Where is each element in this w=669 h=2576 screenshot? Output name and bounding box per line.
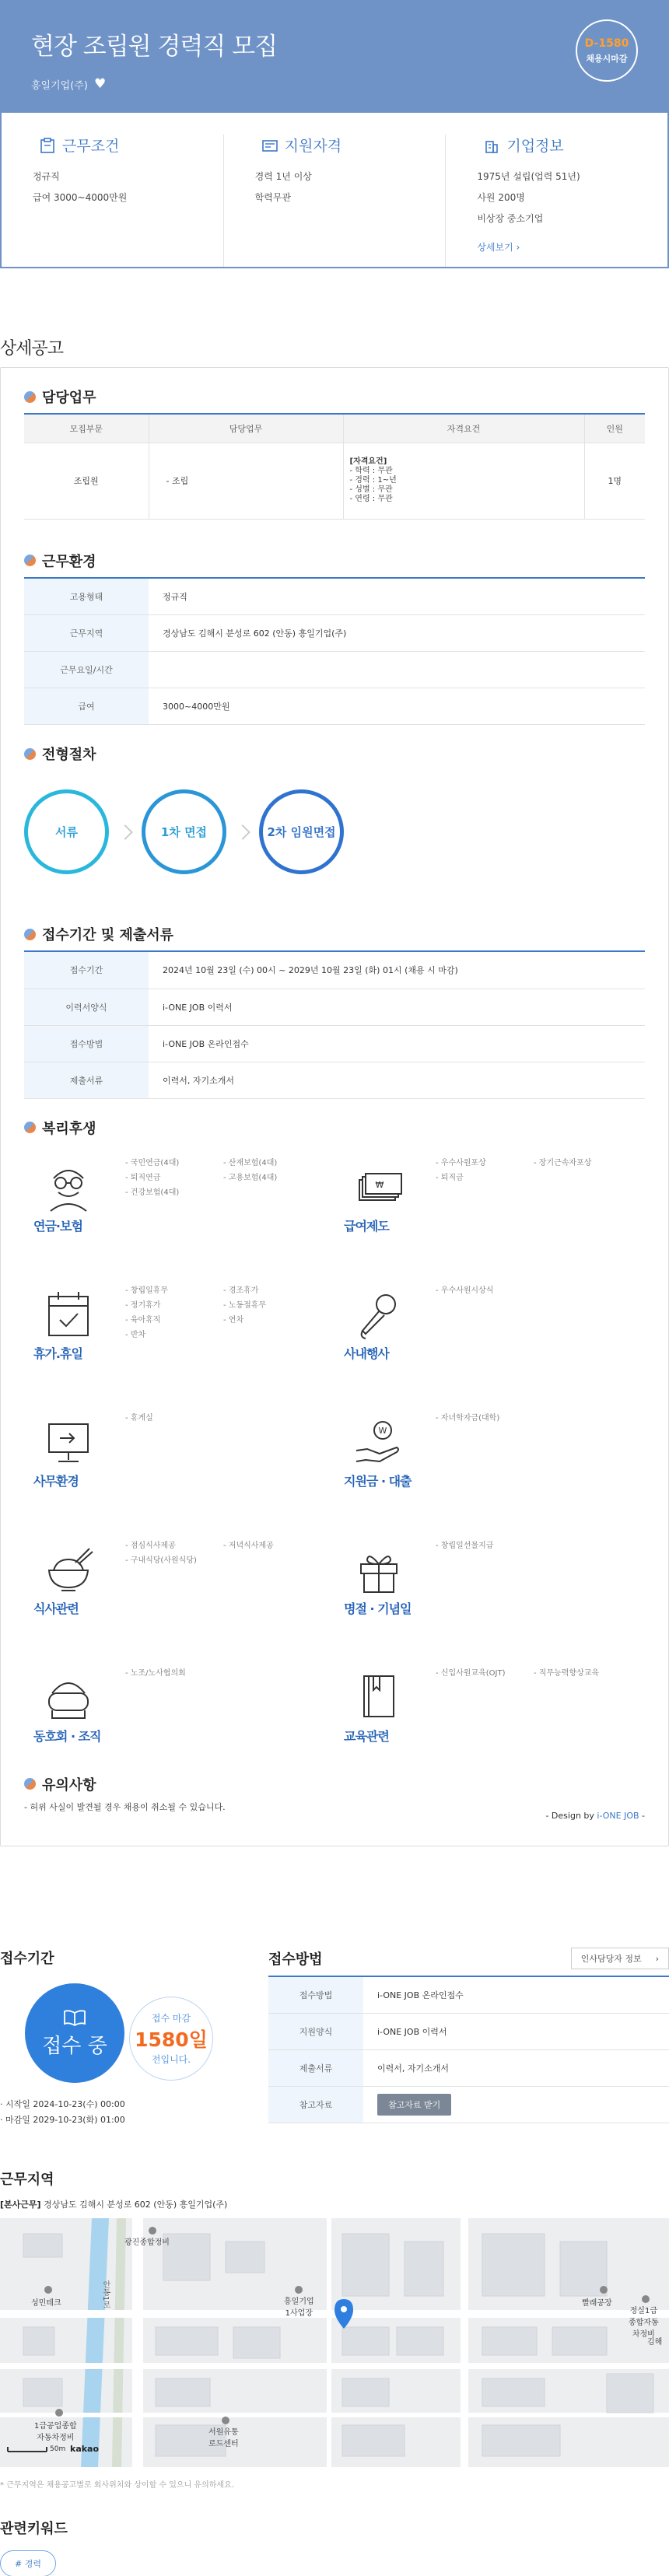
duty-heading — [24, 387, 645, 415]
application-heading-label: 접수기간 및 제출서류 — [42, 927, 174, 943]
map-label: 광진종합정비 — [124, 2238, 170, 2247]
section-bullet-icon — [24, 391, 36, 403]
method-panel — [268, 1948, 669, 2128]
keywords-section — [0, 2518, 669, 2576]
method-label: 지원양식 — [268, 2013, 363, 2049]
apply-section — [0, 1948, 669, 2128]
map-scale: 50m — [50, 2445, 66, 2453]
welfare-list — [125, 1411, 321, 1426]
section-bullet-icon — [24, 555, 36, 566]
book-icon — [352, 1670, 406, 1724]
table-row — [268, 2049, 669, 2086]
welfare-label: 급여제도 — [344, 1218, 389, 1234]
app-label: 제출서류 — [24, 1062, 149, 1098]
welfare-item — [24, 1662, 334, 1790]
table-row — [24, 652, 645, 688]
env-label: 급여 — [24, 688, 149, 725]
section-bullet-icon — [24, 929, 36, 940]
table-row — [24, 443, 645, 519]
map-canvas — [0, 2218, 669, 2467]
section-bullet-icon — [24, 1122, 36, 1133]
app-value: i-ONE JOB 이력서 — [149, 989, 645, 1025]
location-address — [0, 2198, 669, 2210]
start-date: · 시작일 2024-10-23(수) 00:00 — [0, 2097, 268, 2112]
env-label: 고용형태 — [24, 579, 149, 615]
list-item: - 노조/노사협의회 — [125, 1666, 223, 1681]
list-item: - 정기휴가 — [125, 1298, 223, 1313]
welfare-label: 휴가.휴일 — [33, 1346, 82, 1361]
welfare-label: 연금·보험 — [33, 1218, 82, 1234]
welfare-label: 사무환경 — [33, 1473, 79, 1489]
method-title: 접수방법 — [268, 1951, 323, 1968]
application-table — [24, 952, 645, 1099]
list-item: - 경조휴가 — [223, 1283, 321, 1298]
detail-panel — [0, 367, 669, 1846]
location-section — [0, 2168, 669, 2490]
app-value: 이력서, 자기소개서 — [149, 1062, 645, 1098]
summary-conditions-label: 근무조건 — [62, 138, 120, 155]
list-item: - 고용보험(4대) — [223, 1171, 321, 1185]
map-label: 빨래공장 — [582, 2299, 612, 2308]
table-row — [24, 579, 645, 615]
method-value: i-ONE JOB 이력서 — [363, 2013, 669, 2049]
process-step: 2차 임원면접 — [259, 789, 344, 874]
table-row — [268, 2013, 669, 2049]
list-item: - 건강보험(4대) — [125, 1185, 223, 1200]
method-label: 참고자료 — [268, 2086, 363, 2123]
list-item: - 육아휴직 — [125, 1313, 223, 1328]
deadline-suffix: 전입니다. — [151, 2054, 191, 2065]
period-panel — [0, 1948, 268, 2128]
summary-conditions-title — [39, 135, 200, 156]
welfare-heading — [24, 1118, 645, 1144]
process-step: 1차 면접 — [142, 789, 226, 874]
list-item: - 점심식사제공 — [125, 1538, 223, 1553]
list-item: - 연차 — [223, 1313, 321, 1328]
summary-qualifications-label: 지원자격 — [284, 138, 342, 155]
status-text: 접수 중 — [42, 2034, 107, 2058]
list-item: - 퇴직금 — [436, 1171, 534, 1185]
welfare-label: 식사관련 — [33, 1601, 79, 1616]
chevron-right-icon — [235, 824, 250, 840]
welfare-label: 지원금 · 대출 — [344, 1473, 412, 1489]
process-steps — [24, 789, 645, 874]
table-row — [24, 615, 645, 652]
map-label: 정실1급 종합자동 차정비 — [629, 2307, 659, 2339]
method-value: 이력서, 자기소개서 — [363, 2049, 669, 2086]
env-value: 경상남도 김해시 분성로 602 (안동) 흥일기업(주) — [149, 615, 645, 652]
welfare-item — [24, 1407, 334, 1535]
list-item: - 휴게실 — [125, 1411, 223, 1426]
summary-employees: 사원 200명 — [477, 192, 525, 203]
summary-conditions — [2, 135, 223, 267]
requirement-item: - 학력 : 무관 — [349, 467, 393, 475]
status-badge — [25, 1983, 124, 2083]
welfare-list — [436, 1156, 632, 1185]
app-label: 이력서양식 — [24, 989, 149, 1025]
company-name[interactable]: 흥일기업(주) — [31, 80, 88, 92]
deadline-label: 접수 마감 — [151, 2013, 191, 2024]
dday-badge — [576, 19, 638, 82]
welfare-item — [24, 1279, 334, 1407]
calendar-check-icon — [41, 1287, 96, 1342]
caution-heading-label: 유의사항 — [42, 1776, 96, 1794]
detail-section-title: 상세공고 — [0, 339, 64, 359]
map-label: 성민테크 — [31, 2299, 61, 2308]
summary-founded: 1975년 설립(업력 51년) — [477, 171, 580, 182]
duty-header-division: 모집부문 — [24, 415, 149, 443]
welfare-item — [334, 1152, 645, 1279]
list-item: - 창립일선물지급 — [436, 1538, 534, 1553]
address-text: 경상남도 김해시 분성로 602 (안동) 흥일기업(주) — [44, 2200, 228, 2210]
welfare-item — [334, 1407, 645, 1535]
credit-prefix: - Design by — [545, 1811, 597, 1821]
method-table — [268, 1976, 669, 2123]
duty-heading-label: 담당업무 — [42, 390, 96, 406]
location-note: * 근무지역은 채용공고별로 회사위치와 상이할 수 있으니 유의하세요. — [0, 2481, 234, 2490]
welfare-grid — [24, 1152, 645, 1790]
company-detail-link[interactable]: 상세보기 › — [477, 242, 520, 253]
env-value: 3000~4000만원 — [149, 688, 645, 725]
ski-goggles-icon — [41, 1670, 96, 1724]
chevron-right-icon: › — [655, 1953, 659, 1964]
clipboard-icon — [39, 137, 56, 154]
download-reference-button[interactable]: 참고자료 받기 — [377, 2094, 451, 2116]
duty-header-task: 담당업무 — [149, 415, 343, 443]
method-value: i-ONE JOB 온라인접수 — [363, 1976, 669, 2013]
money-bills-icon — [352, 1160, 406, 1214]
credit-suffix: - — [639, 1811, 645, 1821]
table-row — [24, 688, 645, 725]
welfare-list — [125, 1283, 321, 1342]
env-label: 근무지역 — [24, 615, 149, 652]
glasses-person-icon — [41, 1160, 96, 1214]
duty-table — [24, 415, 645, 520]
process-step: 서류 — [24, 789, 109, 874]
gift-icon — [352, 1542, 406, 1597]
svg-text:W: W — [378, 1425, 387, 1436]
welfare-heading-label: 복리후생 — [42, 1120, 96, 1137]
job-title: 현장 조립원 경력직 모집 — [31, 33, 278, 61]
hr-contact-button[interactable] — [571, 1948, 669, 1969]
list-item: - 퇴직연금 — [125, 1171, 223, 1185]
list-item: - 반차 — [125, 1328, 223, 1342]
requirements-title: [자격요건] — [349, 457, 387, 466]
company-detail-link-label: 상세보기 — [477, 242, 513, 253]
welfare-label: 동호회 · 조직 — [33, 1728, 101, 1744]
id-card-icon — [261, 137, 278, 154]
summary-qualifications — [223, 135, 446, 267]
requirement-item: - 성별 : 무관 — [349, 485, 393, 494]
list-item: - 자녀학자금(대학) — [436, 1411, 534, 1426]
requirement-item: - 연령 : 무관 — [349, 495, 393, 503]
list-item: - 직무능력향상교육 — [534, 1666, 632, 1681]
welfare-label: 명절 · 기념일 — [344, 1601, 412, 1616]
credit-brand: i-ONE JOB — [597, 1811, 639, 1821]
welfare-item — [334, 1662, 645, 1790]
summary-company-title — [483, 135, 644, 156]
keywords-title: 관련키워드 — [0, 2521, 68, 2537]
duty-count: 1명 — [584, 443, 645, 519]
hand-coin-icon — [352, 1415, 406, 1469]
chevron-right-icon — [117, 824, 133, 840]
rice-bowl-icon — [41, 1542, 96, 1597]
app-label: 접수방법 — [24, 1025, 149, 1062]
duty-division: 조립원 — [24, 443, 149, 519]
summary-salary: 급여 3000~4000만원 — [33, 192, 128, 203]
hr-contact-label: 인사담당자 정보 — [580, 1954, 642, 1964]
section-bullet-icon — [24, 748, 36, 760]
summary-company-type: 비상장 중소기업 — [477, 213, 544, 224]
app-value: 2024년 10월 23일 (수) 00시 ~ 2029년 10월 23일 (화) 01시 (채용 시 마감) — [149, 952, 645, 989]
job-summary — [0, 113, 669, 268]
location-title: 근무지역 — [0, 2172, 54, 2188]
map-label: 서원유통 로드센터 — [208, 2428, 239, 2448]
map-brand-logo: kakao — [70, 2444, 100, 2454]
map[interactable] — [0, 2218, 669, 2467]
duty-requirements — [343, 443, 584, 519]
welfare-item — [334, 1279, 645, 1407]
map-label: 1급공업종합 자동차정비 — [34, 2422, 77, 2442]
method-value — [363, 2086, 669, 2123]
welfare-list — [436, 1411, 632, 1426]
welfare-list — [436, 1538, 632, 1553]
method-header — [268, 1948, 669, 1976]
env-value — [149, 652, 645, 688]
table-row — [24, 1025, 645, 1062]
welfare-item — [334, 1535, 645, 1662]
welfare-list — [125, 1156, 321, 1200]
heart-icon[interactable]: ♥ — [93, 76, 107, 92]
welfare-list — [436, 1666, 632, 1681]
list-item: - 저녁식사제공 — [223, 1538, 321, 1553]
welfare-list — [125, 1538, 321, 1568]
table-row — [268, 1976, 669, 2013]
period-title: 접수기간 — [0, 1951, 54, 1967]
duty-task: - 조립 — [149, 443, 343, 519]
summary-education: 학력무관 — [254, 192, 292, 203]
app-value: i-ONE JOB 온라인접수 — [149, 1025, 645, 1062]
welfare-label: 교육관련 — [344, 1728, 389, 1744]
list-item: - 구내식당(사원식당) — [125, 1553, 223, 1568]
process-heading-label: 전형절차 — [42, 747, 96, 763]
list-item: - 우수사원포상 — [436, 1156, 534, 1171]
design-credit — [545, 1811, 645, 1821]
summary-employment-type: 정규직 — [33, 171, 60, 182]
list-item: - 창립일휴무 — [125, 1283, 223, 1298]
environment-heading-label: 근무환경 — [42, 553, 96, 570]
method-label: 제출서류 — [268, 2049, 363, 2086]
keyword-tag[interactable]: # 경력 — [0, 2550, 56, 2576]
welfare-item — [24, 1152, 334, 1279]
list-item: - 노동절휴무 — [223, 1298, 321, 1313]
welfare-list — [125, 1666, 321, 1681]
process-heading — [24, 744, 645, 770]
env-label: 근무요일/시간 — [24, 652, 149, 688]
table-row — [268, 2086, 669, 2123]
table-row — [24, 1062, 645, 1098]
svg-text:₩: ₩ — [375, 1179, 384, 1190]
list-item: - 국민연금(4대) — [125, 1156, 223, 1171]
welfare-item — [24, 1535, 334, 1662]
list-item: - 신입사원교육(OJT) — [436, 1666, 534, 1681]
table-row — [24, 952, 645, 989]
list-item: - 산재보험(4대) — [223, 1156, 321, 1171]
monitor-icon — [41, 1415, 96, 1469]
environment-heading — [24, 551, 645, 579]
period-circles — [0, 1974, 268, 2091]
building-icon — [483, 137, 500, 154]
dday-label: 채용시마감 — [586, 53, 628, 64]
deadline-days: 1580일 — [135, 2028, 208, 2051]
list-item: - 우수사원시상식 — [436, 1283, 534, 1298]
method-label: 접수방법 — [268, 1976, 363, 2013]
summary-company-info — [445, 135, 667, 267]
table-row — [24, 989, 645, 1025]
welfare-label: 사내행사 — [344, 1346, 389, 1361]
job-header — [0, 0, 669, 113]
caution-text: - 허위 사실이 발견될 경우 채용이 취소될 수 있습니다. — [24, 1801, 226, 1812]
application-heading — [24, 924, 645, 952]
app-label: 접수기간 — [24, 952, 149, 989]
summary-qualifications-title — [261, 135, 422, 156]
list-item: - 장기근속자포상 — [534, 1156, 632, 1171]
open-book-icon — [63, 2008, 86, 2027]
address-tag: [본사근무] — [0, 2200, 41, 2210]
deadline-badge — [129, 1997, 213, 2081]
map-road-label: 안동1로 — [101, 2280, 110, 2309]
duty-header-count: 인원 — [584, 415, 645, 443]
end-date: · 마감일 2029-10-23(화) 01:00 — [0, 2112, 268, 2128]
duty-header-requirements: 자격요건 — [343, 415, 584, 443]
summary-experience: 경력 1년 이상 — [254, 171, 312, 182]
dday-count: D-1580 — [584, 37, 629, 50]
period-dates — [0, 2097, 268, 2128]
company-row — [31, 77, 669, 92]
map-label: 김해 — [647, 2338, 663, 2347]
welfare-list — [436, 1283, 632, 1298]
requirement-item: - 경력 : 1~년 — [349, 476, 397, 485]
summary-company-label: 기업정보 — [506, 138, 564, 155]
map-label: 흥일기업 1사업장 — [284, 2298, 314, 2318]
environment-table — [24, 579, 645, 726]
env-value: 정규직 — [149, 579, 645, 615]
microphone-icon — [352, 1287, 406, 1342]
